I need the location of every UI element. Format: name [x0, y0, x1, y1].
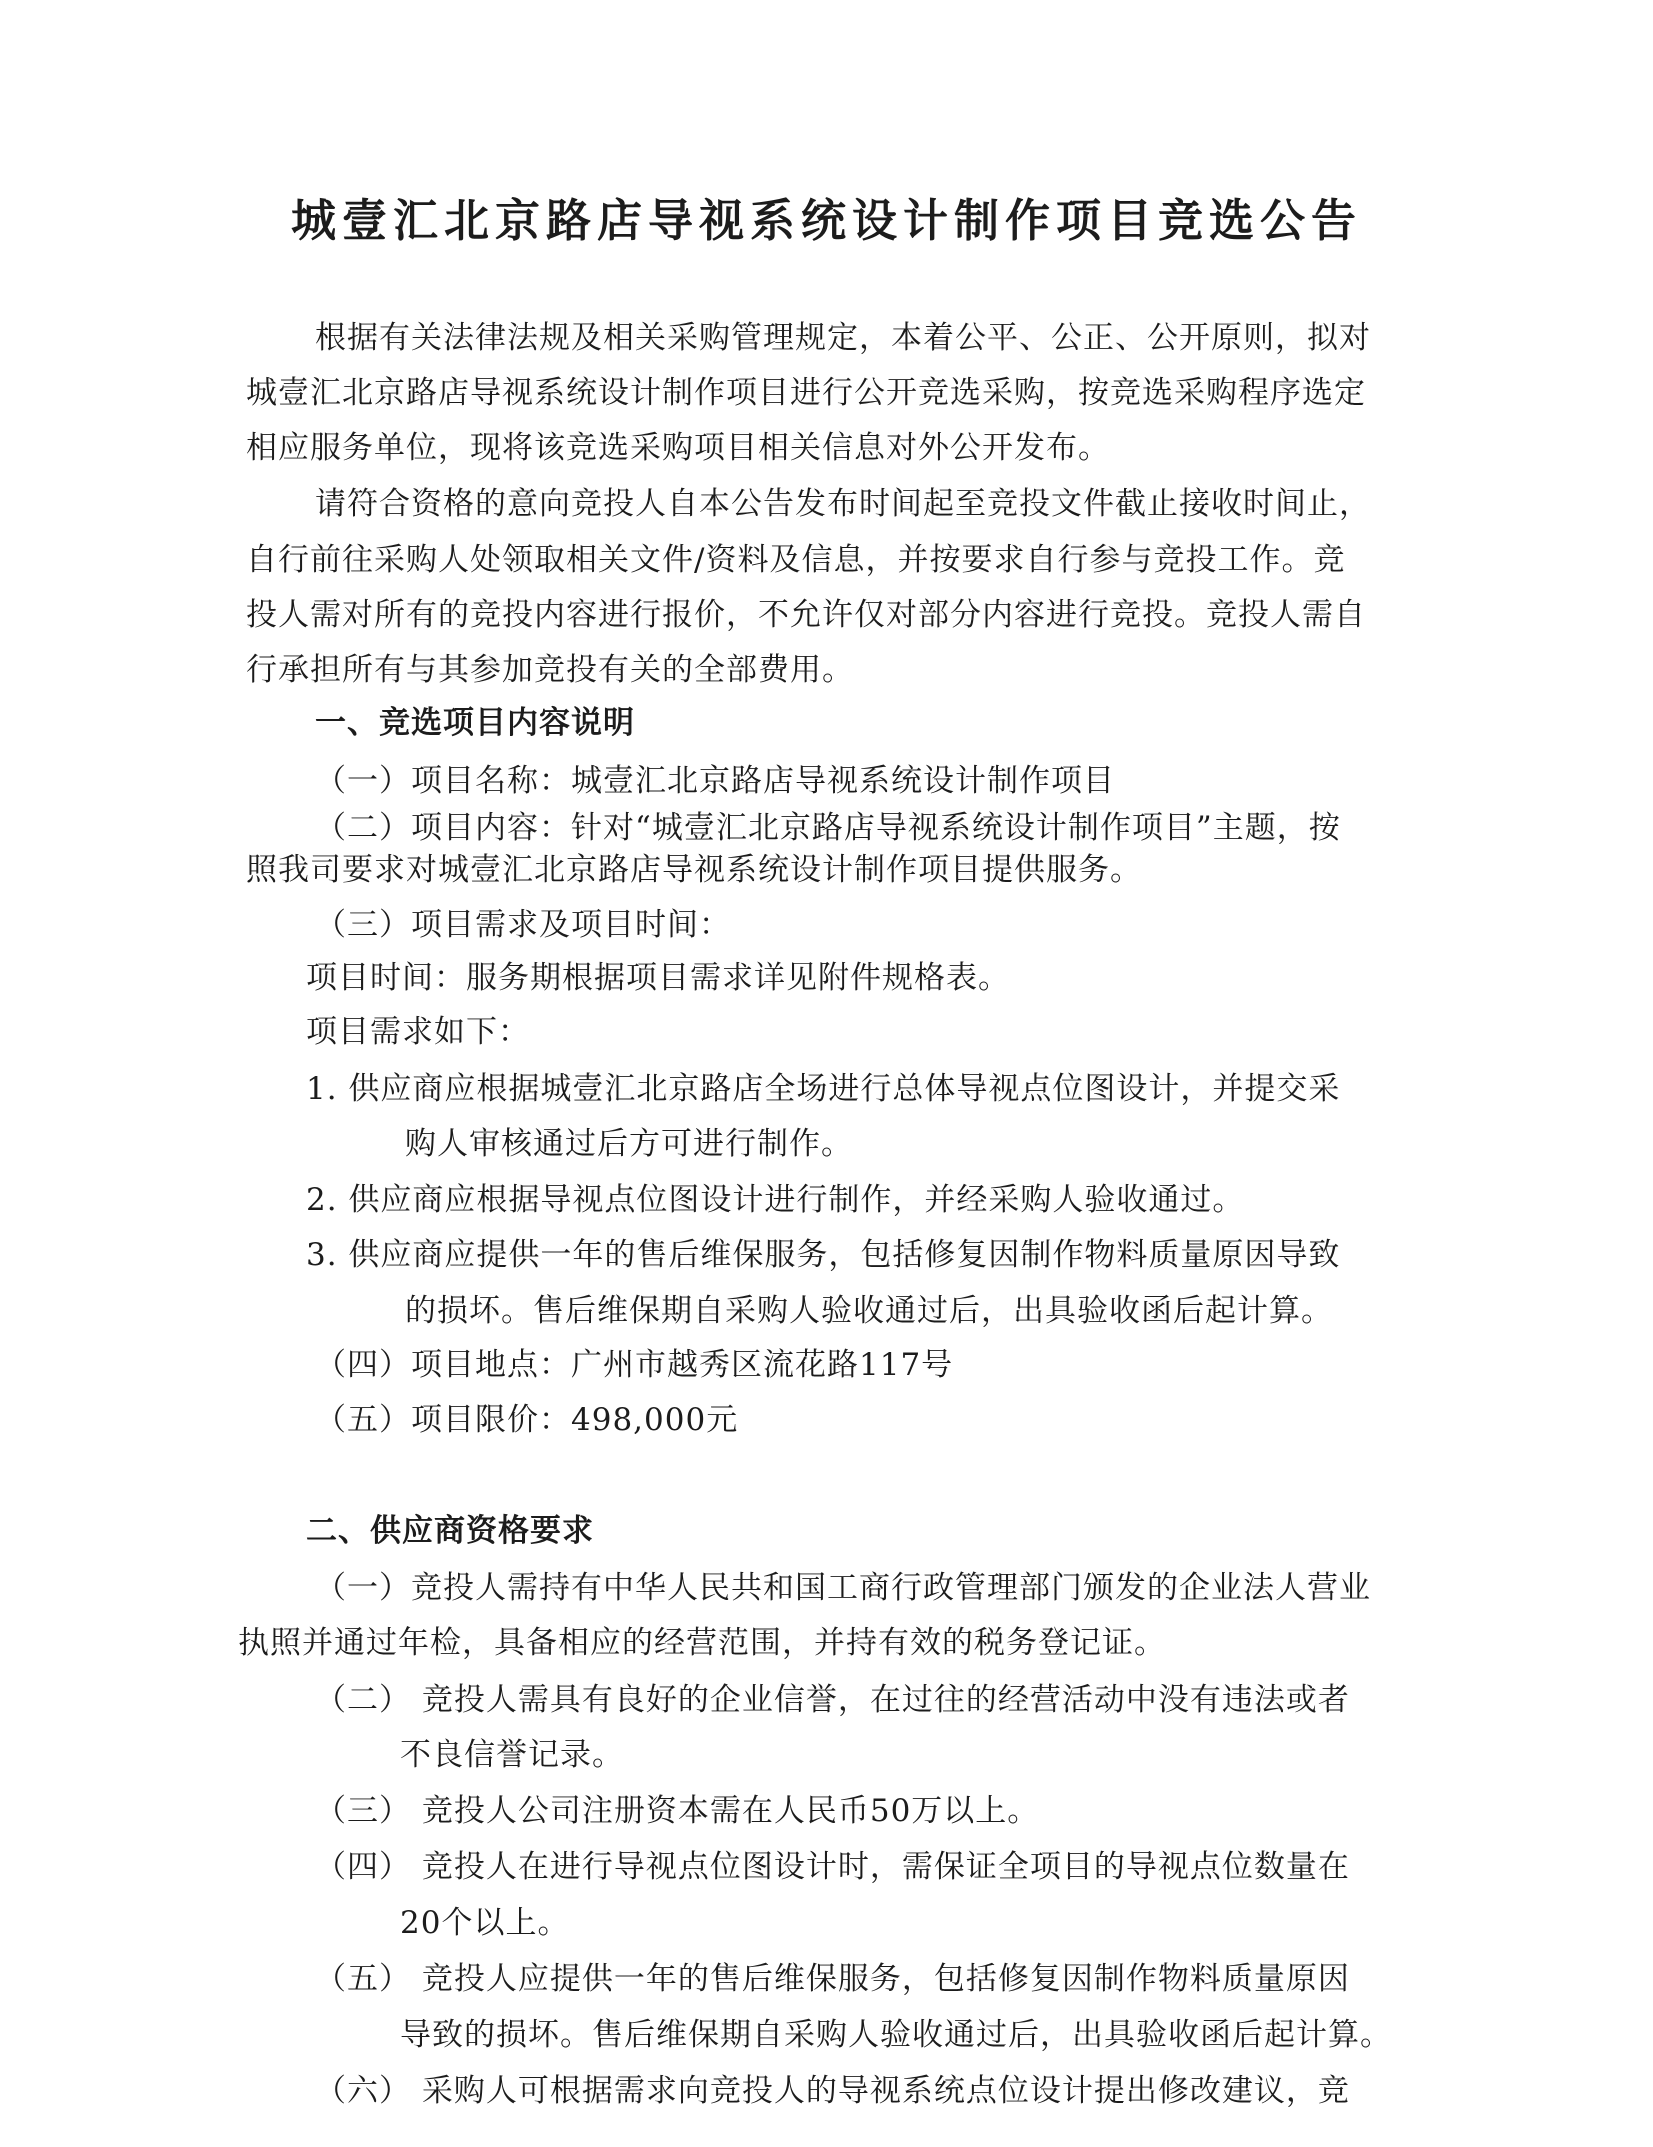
qualification-4-line2: 20个以上。	[400, 1905, 570, 1941]
intro-p2-line4: 行承担所有与其参加竞投有关的全部费用。	[246, 652, 854, 688]
project-price: （五）项目限价：498,000元	[315, 1402, 739, 1438]
project-content-line1: （二）项目内容：针对“城壹汇北京路店导视系统设计制作项目”主题，按	[315, 810, 1341, 846]
requirement-1-line1: 1. 供应商应根据城壹汇北京路店全场进行总体导视点位图设计，并提交采	[306, 1071, 1341, 1107]
qualification-2-line2: 不良信誉记录。	[400, 1737, 624, 1773]
project-location: （四）项目地点：广州市越秀区流花路117号	[315, 1347, 954, 1383]
qualification-3: （三） 竞投人公司注册资本需在人民币50万以上。	[315, 1793, 1040, 1829]
section1-heading: 一、竞选项目内容说明	[315, 705, 635, 741]
project-time: 项目时间：服务期根据项目需求详见附件规格表。	[306, 960, 1010, 996]
qualification-5-line1: （五） 竞投人应提供一年的售后维保服务，包括修复因制作物料质量原因	[315, 1961, 1350, 1997]
project-needs-label: 项目需求如下：	[306, 1014, 530, 1050]
intro-p2-line3: 投人需对所有的竞投内容进行报价，不允许仅对部分内容进行竞投。竞投人需自	[246, 597, 1366, 633]
intro-p1-line1: 根据有关法律法规及相关采购管理规定，本着公平、公正、公开原则，拟对	[315, 320, 1371, 356]
intro-p1-line3: 相应服务单位，现将该竞选采购项目相关信息对外公开发布。	[246, 430, 1110, 466]
qualification-5-line2: 导致的损坏。售后维保期自采购人验收通过后，出具验收函后起计算。	[400, 2017, 1392, 2053]
intro-p2-line2: 自行前往采购人处领取相关文件/资料及信息，并按要求自行参与竞投工作。竞	[246, 542, 1346, 578]
section2-heading: 二、供应商资格要求	[306, 1513, 594, 1549]
requirement-3-line1: 3. 供应商应提供一年的售后维保服务，包括修复因制作物料质量原因导致	[306, 1237, 1341, 1273]
project-name: （一）项目名称：城壹汇北京路店导视系统设计制作项目	[315, 763, 1115, 799]
requirement-2: 2. 供应商应根据导视点位图设计进行制作，并经采购人验收通过。	[306, 1182, 1245, 1218]
qualification-4-line1: （四） 竞投人在进行导视点位图设计时，需保证全项目的导视点位数量在	[315, 1849, 1350, 1885]
requirement-1-line2: 购人审核通过后方可进行制作。	[405, 1126, 853, 1162]
qualification-2-line1: （二） 竞投人需具有良好的企业信誉，在过往的经营活动中没有违法或者	[315, 1682, 1350, 1718]
qualification-1-line1: （一）竞投人需持有中华人民共和国工商行政管理部门颁发的企业法人营业	[315, 1570, 1371, 1606]
page-title: 城壹汇北京路店导视系统设计制作项目竞选公告	[290, 194, 1362, 247]
requirement-3-line2: 的损坏。售后维保期自采购人验收通过后，出具验收函后起计算。	[405, 1293, 1333, 1329]
project-content-line2: 照我司要求对城壹汇北京路店导视系统设计制作项目提供服务。	[246, 852, 1142, 888]
needs-and-time: （三）项目需求及项目时间：	[315, 907, 731, 943]
intro-p2-line1: 请符合资格的意向竞投人自本公告发布时间起至竞投文件截止接收时间止，	[315, 486, 1371, 522]
qualification-1-line2: 执照并通过年检，具备相应的经营范围，并持有效的税务登记证。	[238, 1625, 1166, 1661]
intro-p1-line2: 城壹汇北京路店导视系统设计制作项目进行公开竞选采购，按竞选采购程序选定	[246, 375, 1366, 411]
qualification-6-line1: （六） 采购人可根据需求向竞投人的导视系统点位设计提出修改建议，竞	[315, 2073, 1350, 2109]
